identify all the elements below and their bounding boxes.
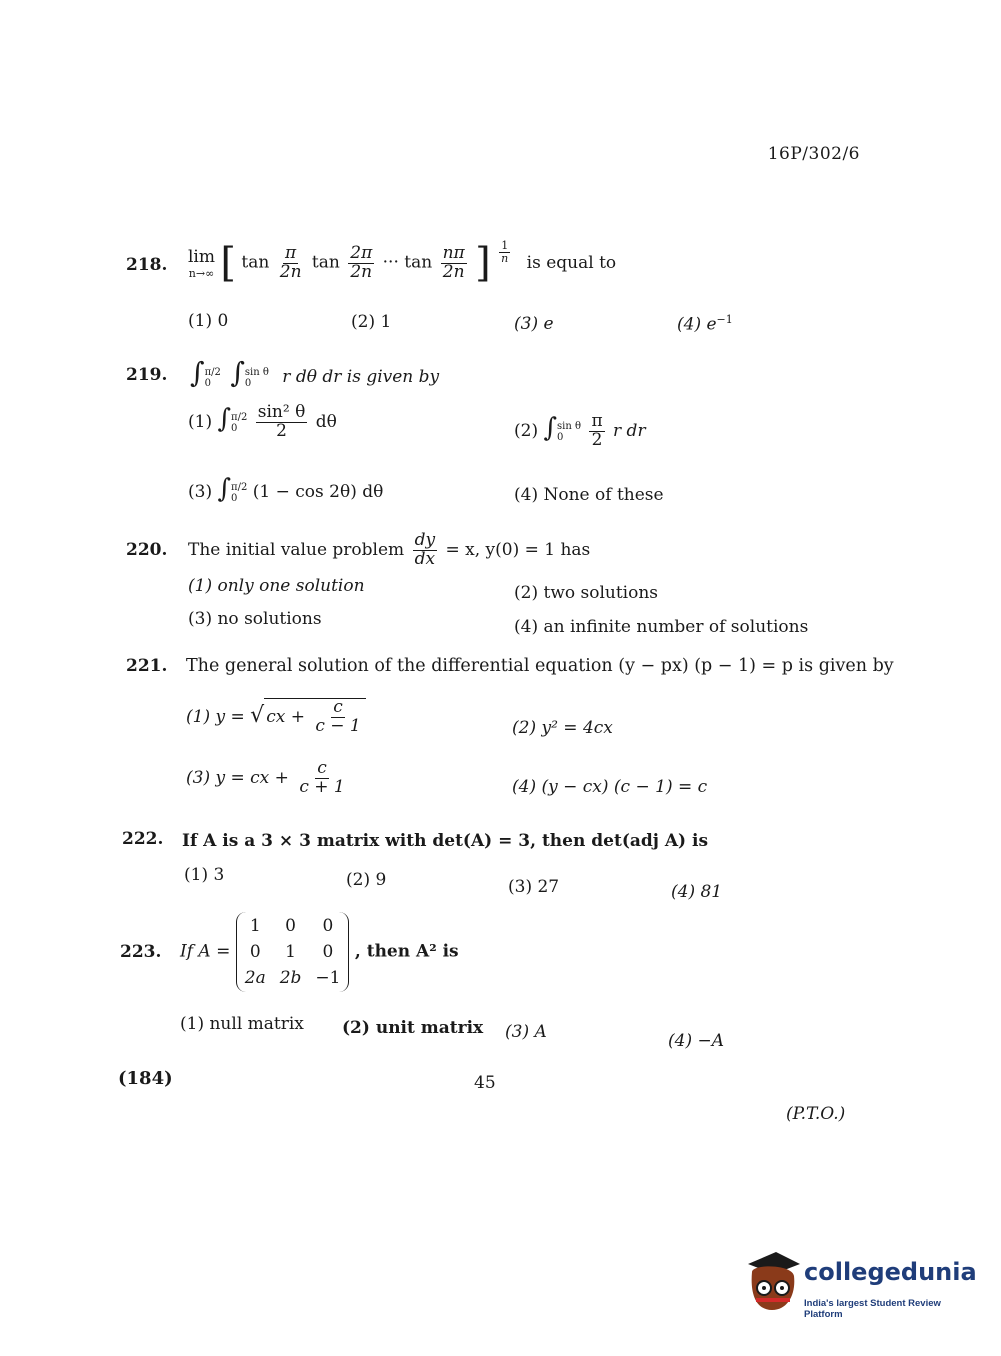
question-number-218: 218. (126, 255, 168, 275)
option-222-1: (1) 3 (184, 865, 225, 885)
question-218-tail: is equal to (526, 252, 617, 273)
option-218-4: (4) $e^{-1}$ (677, 313, 733, 335)
question-number-221: 221. (126, 656, 168, 676)
question-219-stem: ∫ π/2 0 ∫ sin θ 0 r dθ dr is given by (190, 356, 440, 389)
option-222-4: (4) 81 (671, 882, 723, 902)
option-223-2: (2) unit matrix (342, 1018, 484, 1038)
paper-code: 16P/302/6 (767, 144, 860, 164)
lim-text: lim (188, 246, 215, 267)
option-219-4: (4) None of these (514, 485, 664, 505)
question-number-222: 222. (122, 829, 164, 849)
option-218-2: (2) 1 (351, 312, 392, 332)
question-218-stem: lim n→∞ [ tan $\frac{\pi}{2n}$ tan $\frac{2\pi}{2n}$ ··· tan $\frac{n\pi}{2n}$ ] $\frac{1}{n}$ is equal to (188, 239, 617, 286)
tan-2: tan (311, 252, 340, 273)
pto-label: (P.T.O.) (786, 1104, 846, 1124)
matrix-a: 1 0 0 0 1 0 2a 2b −1 (236, 912, 350, 992)
option-218-3: (3) e (514, 314, 554, 334)
option-221-4: (4) (y − cx) (c − 1) = c (512, 777, 708, 797)
fraction-2: $\frac{2\pi}{2n}$ (350, 242, 373, 282)
exponent-fraction: $\frac{1}{n}$ (501, 239, 509, 265)
option-220-4: (4) an infinite number of solutions (514, 617, 809, 637)
option-221-1: (1) y = √ cx + $\frac{c}{c - 1}$ (186, 698, 366, 736)
option-220-1: (1) only one solution (188, 576, 365, 596)
option-221-2: (2) y² = 4cx (512, 718, 613, 738)
page-number: 45 (474, 1073, 496, 1093)
fraction-3: $\frac{n\pi}{2n}$ (442, 242, 465, 282)
logo-tagline: India's largest Student Review Platform (804, 1298, 941, 1320)
option-220-2: (2) two solutions (514, 583, 659, 603)
booklet-number: (184) (118, 1068, 173, 1089)
logo-wordmark: collegedunia (804, 1258, 977, 1286)
option-218-1: (1) 0 (188, 311, 229, 331)
option-220-3: (3) no solutions (188, 609, 322, 629)
option-223-4: (4) −A (668, 1031, 725, 1051)
tan-dots: ··· tan (382, 252, 433, 273)
question-221-stem: The general solution of the differential equation (y − px) (p − 1) = p is given by (186, 656, 894, 676)
question-222-stem: If A is a 3 × 3 matrix with det(A) = 3, then det(adj A) is (182, 831, 709, 851)
lim-subscript: n→∞ (188, 266, 215, 280)
fraction-1: $\frac{\pi}{2n}$ (279, 242, 302, 282)
question-number-223: 223. (120, 942, 162, 962)
option-221-3: (3) y = cx + $\frac{c}{c + 1}$ (186, 758, 345, 797)
question-number-219: 219. (126, 365, 168, 385)
option-219-2: (2) ∫ sin θ 0 $\frac{\pi}{2}$ r dr (514, 411, 646, 450)
collegedunia-logo (742, 1250, 977, 1320)
question-219-tail: r dθ dr is given by (282, 367, 440, 387)
option-222-3: (3) 27 (508, 877, 560, 897)
mascot-icon (742, 1250, 804, 1316)
tan-1: tan (241, 252, 270, 273)
option-223-3: (3) A (505, 1022, 547, 1042)
question-number-220: 220. (126, 540, 168, 560)
option-219-3: (3) ∫ π/2 0 (1 − cos 2θ) dθ (188, 474, 384, 504)
option-222-2: (2) 9 (346, 870, 387, 890)
option-223-1: (1) null matrix (180, 1014, 304, 1034)
option-219-1: (1) ∫ π/2 0 $\frac{\text{sin² θ}}{2}$ dθ (188, 402, 337, 441)
question-220-stem: The initial value problem $\frac{dy}{dx}$ = x, y(0) = 1 has (188, 530, 591, 569)
question-223-stem: If A = 1 0 0 0 1 0 2a 2b −1 , then A² is (180, 912, 459, 992)
